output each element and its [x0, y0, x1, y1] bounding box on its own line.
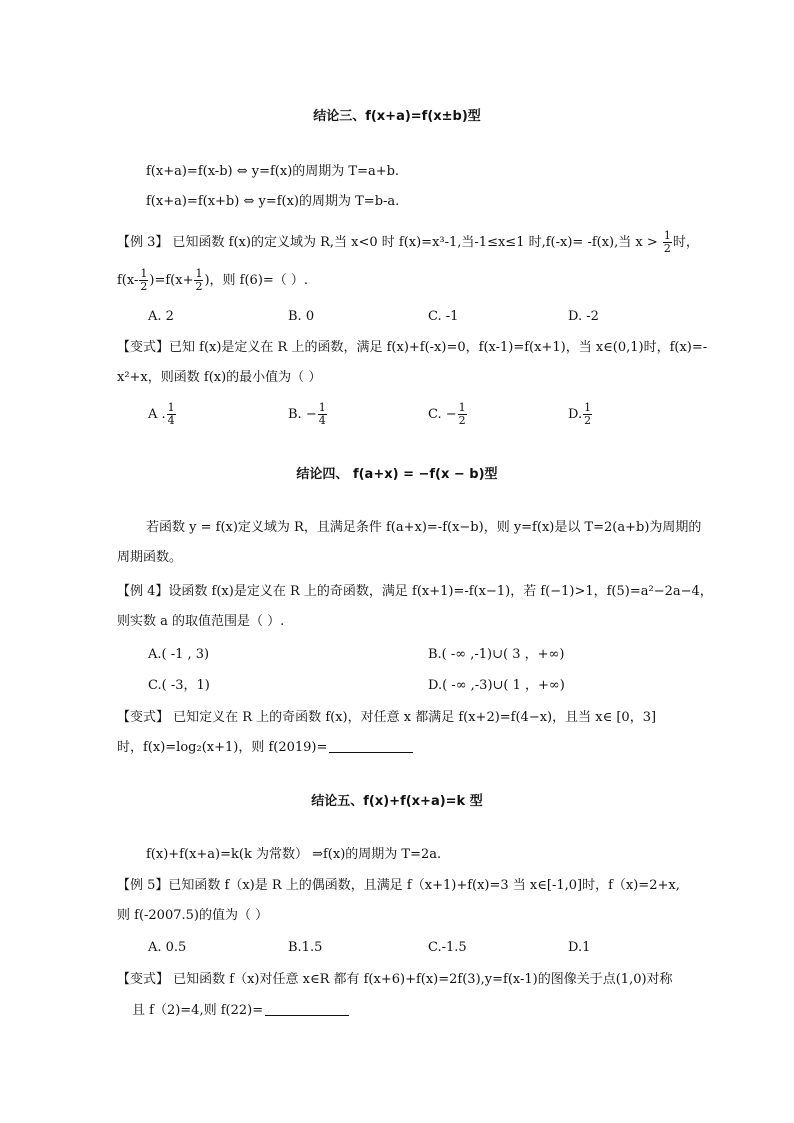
variant3-option-b: B. − $\frac{1}{4}$ [288, 401, 326, 427]
variant3-line2: x²+x，则函数 f(x)的最小值为（ ） [117, 370, 322, 385]
example5-option-b: B.1.5 [288, 940, 323, 955]
fraction-half: $\frac{1}{2}$ [663, 229, 671, 255]
example3-line1 [117, 230, 699, 255]
variant4-line2: 时，f(x)=log₂(x+1)，则 f(2019)= [117, 738, 413, 758]
example3-line2: f(x- $\frac{1}{2}$ )=f(x+ $\frac{1}{2}$ )，则 f(6)=（ ）. [117, 267, 309, 293]
example3-text: 【例 3】 已知函数 f(x)的定义域为 R,当 x<0 时 f(x)=x³-1,当-1≤x≤1 时,f(-x)= -f(x),当 x > [117, 235, 658, 250]
section4-heading: 结论四、 f(a+x) = −f(x − b)型 [296, 467, 498, 482]
variant3-option-d: D. $\frac{1}{2}$ [568, 401, 592, 427]
section3-heading: 结论三、f(x+a)=f(x±b)型 [313, 109, 481, 124]
section4-paragraph-2: 周期函数。 [117, 550, 183, 565]
example4-option-d: D.( -∞ ,-3)∪( 1 ，+∞) [428, 678, 565, 693]
section4-paragraph-1: 若函数 y = f(x)定义域为 R，且满足条件 f(a+x)=-f(x−b)，则 y=f(x)是以 T=2(a+b)为周期的 [146, 520, 702, 535]
answer-blank[interactable] [329, 738, 413, 753]
variant5-line1: 【变式】 已知函数 f（x)对任意 x∈R 都有 f(x+6)+f(x)=2f(3),y=f(x-1)的图像关于点(1,0)对称 [117, 972, 673, 987]
example4-option-a: A.( -1 , 3) [148, 647, 210, 662]
example5-option-d: D.1 [568, 940, 591, 955]
example5-option-c: C.-1.5 [428, 940, 467, 955]
example4-option-b: B.( -∞ ,-1)∪( 3 ，+∞) [428, 647, 565, 662]
variant3-option-a: A . $\frac{1}{4}$ [148, 401, 175, 427]
example3-option-c: C. -1 [428, 309, 459, 324]
section5-heading: 结论五、f(x)+f(x+a)=k 型 [311, 794, 483, 809]
answer-blank[interactable] [265, 1001, 349, 1016]
example3-option-b: B. 0 [288, 309, 315, 324]
section3-rule-2: f(x+a)=f(x+b) ⇔ y=f(x)的周期为 T=b-a. [146, 194, 400, 209]
variant3-line1: 【变式】已知 f(x)是定义在 R 上的函数，满足 f(x)+f(-x)=0，f(x-1)=f(x+1)，当 x∈(0,1)时，f(x)=- [117, 340, 708, 355]
variant3-option-c: C. − $\frac{1}{2}$ [428, 401, 466, 427]
section3-rule-1: f(x+a)=f(x-b) ⇔ y=f(x)的周期为 T=a+b. [146, 164, 400, 179]
example4-line2: 则实数 a 的取值范围是（ ）. [117, 614, 285, 629]
example5-line2: 则 f(-2007.5)的值为（ ） [117, 908, 269, 923]
example3-text-end: 时， [672, 235, 699, 250]
variant4-line1: 【变式】 已知定义在 R 上的奇函数 f(x)，对任意 x 都满足 f(x+2)=f(4−x)，且当 x∈ [0，3] [117, 710, 657, 725]
example4-line1: 【例 4】设函数 f(x)是定义在 R 上的奇函数，满足 f(x+1)=-f(x−1)，若 f(−1)>1，f(5)=a²−2a−4， [117, 584, 713, 599]
section5-rule: f(x)+f(x+a)=k(k 为常数） ⇒f(x)的周期为 T=2a. [146, 847, 442, 862]
example3-option-d: D. -2 [568, 309, 599, 324]
example5-line1: 【例 5】已知函数 f（x)是 R 上的偶函数，且满足 f（x+1)+f(x)=3 当 x∈[-1,0]时，f（x)=2+x, [117, 878, 680, 893]
example4-option-c: C.( -3，1) [148, 678, 210, 693]
example3-option-a: A. 2 [148, 309, 174, 324]
example5-option-a: A. 0.5 [148, 940, 187, 955]
fraction-half: $\frac{1}{2}$ [140, 267, 148, 293]
variant5-line2: 且 f（2)=4,则 f(22)= [132, 1001, 349, 1021]
fraction-half: $\frac{1}{2}$ [195, 267, 203, 293]
